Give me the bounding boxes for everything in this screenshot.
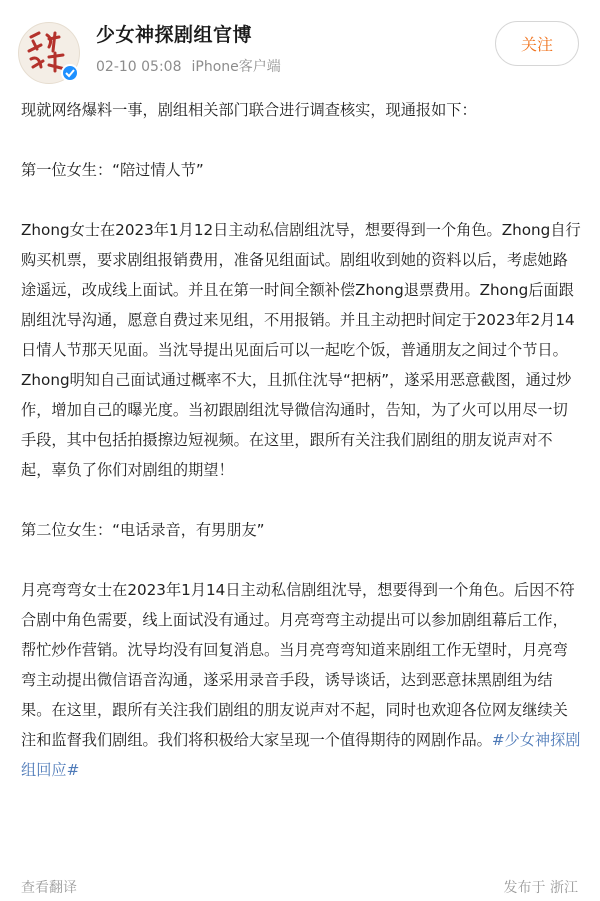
post-location: 发布于 浙江: [503, 880, 578, 896]
paragraph: Zhong女士在2023年1月12日主动私信剧组沈导，想要得到一个角色。Zhong自行购买机票，要求剧组报销费用，准备见组面试。剧组收到她的资料以后，考虑她路途遥远，改成线上面试。并且在第一时间全额补偿Zhong退票费用。Zhong后面跟剧组沈导沟通，愿意自费过来见组，不用报销。并且主动把时间定于2023年2月14日情人节那天见面。当沈导提出见面后可以一起吃个饭，普通朋友之间过个节日。Zhong明知自己面试通过概率不大，且抓住沈导“把柄”，遂采用恶意截图，通过炒作，增加自己的曝光度。当初跟剧组沈导微信沟通时，告知，为了火可以用尽一切手段，其中包括拍摄擦边短视频。在这里，跟所有关注我们剧组的朋友说声对不起，辜负了你们对剧组的期望！: [21, 221, 581, 479]
paragraph: 第一位女生：“陪过情人节”: [21, 161, 204, 179]
verified-badge-icon: [61, 64, 79, 82]
post-header: [0, 0, 600, 90]
paragraph: [21, 575, 581, 785]
post-client: iPhone客户端: [191, 59, 281, 75]
post-content: [21, 95, 581, 785]
author-name[interactable]: 少女神探剧组官博: [96, 24, 253, 46]
paragraph: 第二位女生：“电话录音，有男朋友”: [21, 521, 265, 539]
paragraph: 现就网络爆料一事，剧组相关部门联合进行调查核实，现通报如下：: [21, 101, 477, 119]
paragraph-text: 月亮弯弯女士在2023年1月14日主动私信剧组沈导，想要得到一个角色。后因不符合剧中角色需要，线上面试没有通过。月亮弯弯主动提出可以参加剧组幕后工作，帮忙炒作营销。沈导均没有回复消息。当月亮弯弯知道来剧组工作无望时，月亮弯弯主动提出微信语音沟通，遂采用录音手段，诱导谈话，达到恶意抹黑剧组为结果。在这里，跟所有关注我们剧组的朋友说声对不起，同时也欢迎各位网友继续关注和监督我们剧组。我们将积极给大家呈现一个值得期待的网剧作品。: [21, 581, 575, 749]
hashtag-link[interactable]: #少女神探剧组回应#: [21, 731, 581, 779]
post-time: 02-10 05:08: [96, 59, 182, 75]
post-meta: [96, 56, 281, 76]
translate-link[interactable]: 查看翻译: [21, 880, 77, 896]
follow-button[interactable]: 关注: [495, 21, 579, 66]
post-footer: [0, 871, 600, 901]
